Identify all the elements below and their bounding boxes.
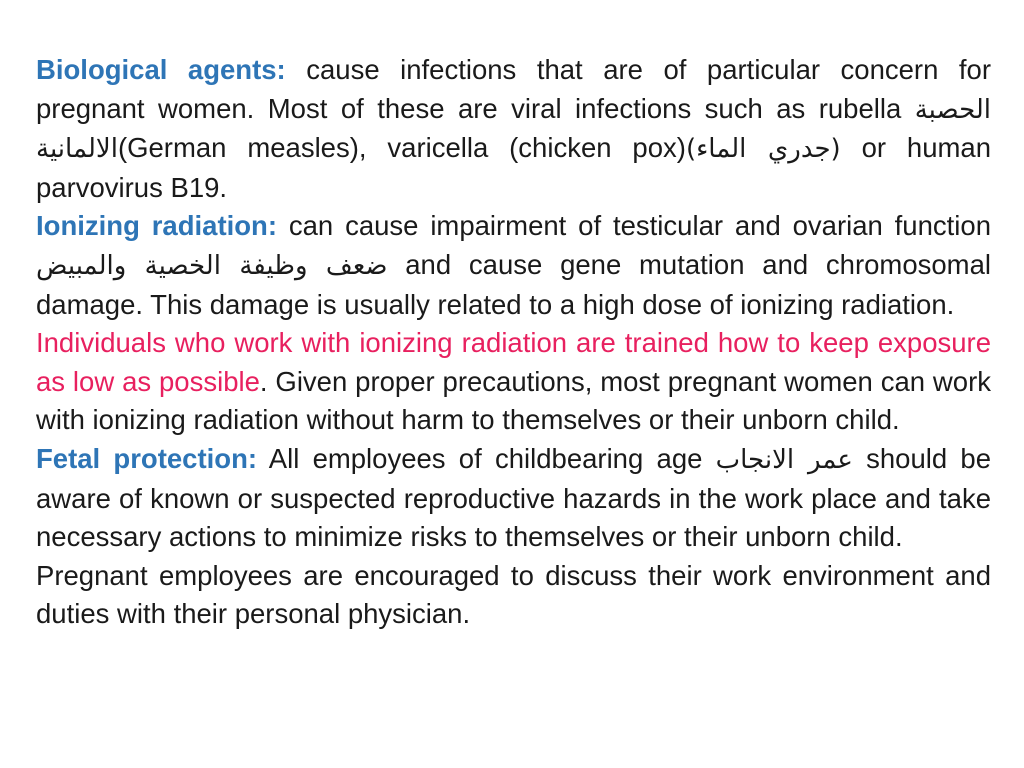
arabic-translation: (جدري الماء): [685, 134, 841, 165]
paragraph-text: should be aware of known or suspected reproductive hazards in the work place and take necessary actions to minimize risks to themselves or their unborn child.: [36, 442, 992, 553]
term-biological-agents: Biological agents:: [36, 54, 286, 85]
arabic-translation: الحصبة الالمانية: [36, 94, 991, 165]
paragraph-text: and cause gene mutation and chromosomal damage. This damage is usually related to a high dose of ionizing radiation.: [36, 248, 991, 320]
paragraph-individuals: [36, 324, 991, 440]
slide-body: [36, 51, 991, 634]
paragraph-text: Pregnant employees are encouraged to discuss their work environment and duties with their personal physician.: [36, 559, 991, 630]
paragraph-text: . Given proper precautions, most pregnant women can work with ionizing radiation without harm to themselves or their unborn child.: [36, 365, 991, 436]
paragraph-pregnant-employees: [36, 557, 991, 634]
arabic-translation: ضعف وظيفة الخصية والمبيض: [36, 250, 388, 281]
paragraph-text: cause infections that are of particular concern for pregnant women. Most of these are viral infections such as rubella: [36, 54, 991, 124]
paragraph-text: or human parvovirus B19.: [36, 132, 991, 203]
paragraph-biological-agents: [36, 51, 991, 207]
paragraph-text: can cause impairment of testicular and ovarian function: [277, 210, 991, 242]
highlighted-statement: Individuals who work with ionizing radiation are trained how to keep exposure as low as possible: [36, 327, 991, 397]
paragraph-ionizing-radiation: [36, 207, 991, 324]
arabic-translation: عمر الانجاب: [715, 444, 853, 475]
term-ionizing-radiation: Ionizing radiation:: [36, 210, 278, 242]
paragraph-fetal-protection: [36, 440, 991, 557]
paragraph-text: All employees of childbearing age: [257, 442, 716, 474]
paragraph-text: (German measles), varicella (chicken pox): [117, 132, 686, 164]
term-fetal-protection: Fetal protection:: [36, 442, 258, 474]
